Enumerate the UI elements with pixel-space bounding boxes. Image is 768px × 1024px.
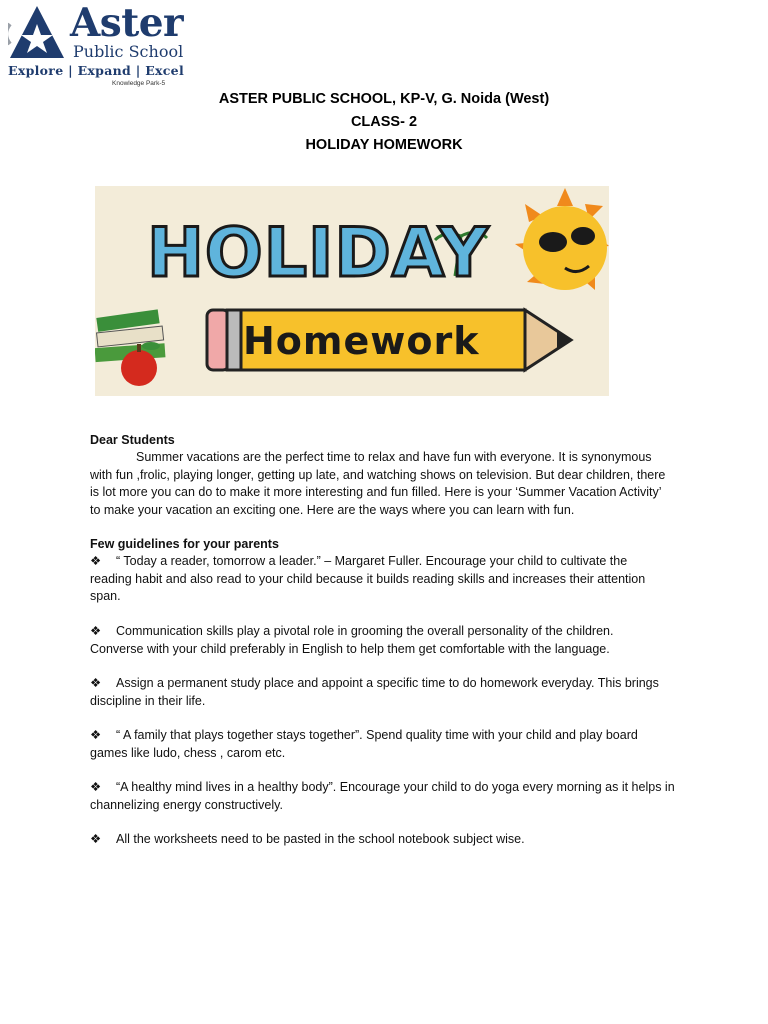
- school-logo: [4, 2, 184, 88]
- guideline-text: “A healthy mind lives in a healthy body”. Encourage your child to do yoga every morning as it helps in channelizing energy constructively.: [90, 780, 675, 812]
- guideline-text: “ Today a reader, tomorrow a leader.” – Margaret Fuller. Encourage your child to cultivate the reading habit and also read to your child because it builds reading skills and increases their attention span.: [90, 554, 646, 603]
- school-heading: ASTER PUBLIC SCHOOL, KP-V, G. Noida (West): [218, 91, 550, 107]
- list-item: [90, 553, 665, 606]
- logo-tagline: Explore | Expand | Excel: [8, 63, 184, 78]
- bullet-icon: ❖: [90, 554, 102, 568]
- guideline-text: Assign a permanent study place and appoint a specific time to do homework everyday. This brings discipline in their life.: [90, 676, 659, 708]
- list-item: [90, 727, 665, 762]
- list-item: [90, 623, 665, 658]
- holiday-homework-banner: [95, 186, 609, 396]
- guideline-text: “ A family that plays together stays together”. Spend quality time with your child and play board games like ludo, chess , carom etc.: [90, 728, 638, 760]
- bullet-icon: ❖: [90, 624, 102, 638]
- greeting: Dear Students: [90, 433, 175, 447]
- star-triangle-logo-icon: [8, 4, 66, 60]
- bullet-icon: ❖: [90, 780, 102, 794]
- class-heading: CLASS- 2: [350, 114, 418, 130]
- logo-name: Aster: [70, 0, 184, 46]
- bullet-icon: ❖: [90, 728, 102, 742]
- list-item: [90, 675, 675, 710]
- list-item: [90, 831, 680, 849]
- logo-location: Knowledge Park-5: [112, 80, 166, 87]
- bullet-icon: ❖: [90, 676, 102, 690]
- homework-heading: HOLIDAY HOMEWORK: [305, 137, 463, 153]
- guidelines-heading: Few guidelines for your parents: [90, 537, 279, 551]
- guideline-text: Communication skills play a pivotal role in grooming the overall personality of the children. Converse with your child preferably in English to help them get comfortable with the language.: [90, 624, 614, 656]
- intro-paragraph: Summer vacations are the perfect time to relax and have fun with everyone. It is synonymous with fun ,frolic, playing longer, getting up late, and watching shows on television. But dear children, there is lot more you can do to make it more interesting and fun filled. Here is your ‘Summer Vacation Activity’ to make your vacation an exciting one. Here are the ways where you can learn with fun.: [90, 450, 666, 517]
- logo-subtitle: Public School: [73, 42, 184, 61]
- sun-icon: [515, 188, 609, 290]
- list-item: [90, 779, 680, 814]
- guideline-text: All the worksheets need to be pasted in the school notebook subject wise.: [116, 832, 525, 846]
- bullet-icon: ❖: [90, 832, 102, 846]
- banner-subtitle: Homework: [243, 319, 480, 363]
- banner-title: HOLIDAY: [147, 214, 490, 293]
